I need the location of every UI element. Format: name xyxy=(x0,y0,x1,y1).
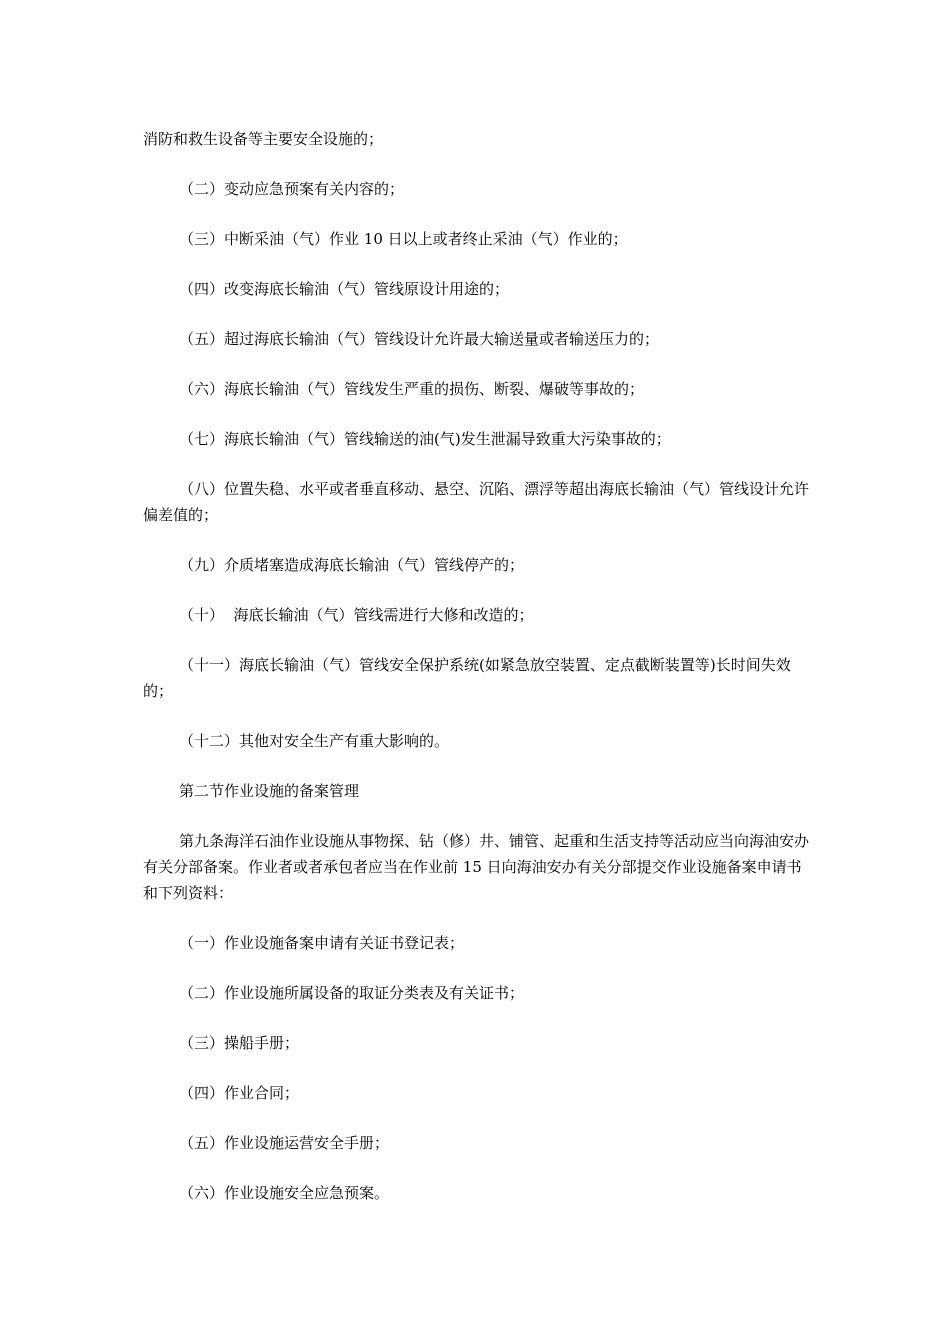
filing-item-2: （二）作业设施所属设备的取证分类表及有关证书； xyxy=(179,984,525,1002)
article-9-paragraph: 第九条海洋石油作业设施从事物探、钻（修）井、铺管、起重和生活支持等活动应当向海油安办有关分部备案。作业者或者承包者应当在作业前 15 日向海油安办有关分部提交作业设施备案申请书和下列资料： xyxy=(143,832,810,902)
paragraph-continuation: 消防和救生设备等主要安全设施的； xyxy=(143,130,384,148)
list-item-5: （五）超过海底长输油（气）管线设计允许最大输送量或者输送压力的； xyxy=(179,330,660,348)
list-item-7: （七）海底长输油（气）管线输送的油(气)发生泄漏导致重大污染事故的； xyxy=(179,430,671,448)
list-item-10: （十） 海底长输油（气）管线需进行大修和改造的； xyxy=(179,606,534,624)
section-heading: 第二节作业设施的备案管理 xyxy=(179,782,360,800)
list-item-12: （十二）其他对安全生产有重大影响的。 xyxy=(179,732,450,750)
filing-item-5: （五）作业设施运营安全手册； xyxy=(179,1134,390,1152)
list-item-8: （八）位置失稳、水平或者垂直移动、悬空、沉陷、漂浮等超出海底长输油（气）管线设计允许偏差值的； xyxy=(143,480,810,524)
filing-item-6: （六）作业设施安全应急预案。 xyxy=(179,1184,390,1202)
list-item-2: （二）变动应急预案有关内容的； xyxy=(179,180,405,198)
list-item-9: （九）介质堵塞造成海底长输油（气）管线停产的； xyxy=(179,556,525,574)
list-item-4: （四）改变海底长输油（气）管线原设计用途的； xyxy=(179,280,510,298)
filing-item-3: （三）操船手册； xyxy=(179,1034,300,1052)
list-item-6: （六）海底长输油（气）管线发生严重的损伤、断裂、爆破等事故的； xyxy=(179,380,645,398)
document-body xyxy=(143,126,809,1230)
list-item-3: （三）中断采油（气）作业 10 日以上或者终止采油（气）作业的； xyxy=(179,230,628,248)
filing-item-4: （四）作业合同； xyxy=(179,1084,300,1102)
list-item-11: （十一）海底长输油（气）管线安全保护系统(如紧急放空装置、定点截断装置等)长时间失效的； xyxy=(143,656,791,700)
filing-item-1: （一）作业设施备案申请有关证书登记表； xyxy=(179,934,465,952)
